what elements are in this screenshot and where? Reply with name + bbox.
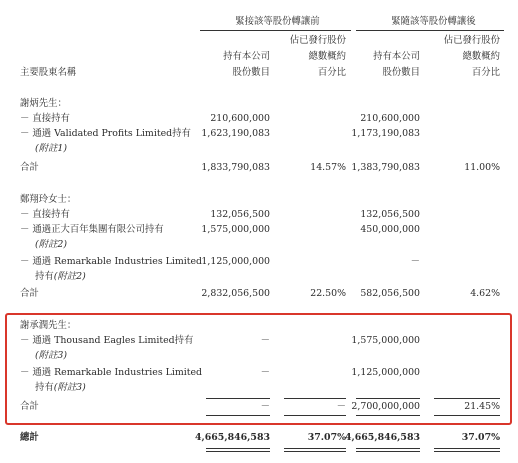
subtotal-before-pct: － (336, 401, 346, 412)
total-double-rule (284, 448, 346, 452)
row-note: (附註2) (53, 271, 86, 282)
row-note: (附註3) (53, 382, 86, 393)
subtotal-rule (356, 398, 420, 399)
group-rule-before (200, 30, 351, 31)
group-header-after: 緊隨該等股份轉讓後 (391, 16, 476, 27)
subtotal-rule (206, 415, 270, 416)
section-name: 鄭翔玲女士： (20, 194, 77, 205)
header-holder-name: 主要股東名稱 (20, 67, 77, 78)
after-shares: 1,173,190,083 (351, 128, 420, 139)
total-double-rule (434, 448, 500, 452)
row-label: － 直接持有 (20, 113, 70, 124)
subtotal-rule (434, 398, 500, 399)
before-shares: － (260, 335, 270, 346)
header-pct-after-l3: 百分比 (471, 67, 500, 78)
header-pct-before-l2: 總數概約 (308, 51, 346, 62)
subtotal-after-shares: 2,700,000,000 (351, 401, 420, 412)
subtotal-label: 合計 (20, 162, 39, 173)
subtotal-before-shares: － (260, 401, 270, 412)
header-pct-after-l2: 總數概約 (462, 51, 500, 62)
total-before-pct: 37.07% (307, 432, 346, 443)
subtotal-before-shares: 2,832,056,500 (201, 288, 270, 299)
header-pct-before-l3: 百分比 (317, 67, 346, 78)
row-note: (附註1) (35, 143, 68, 154)
total-before-shares: 4,665,846,583 (194, 432, 270, 443)
subtotal-after-shares: 1,383,790,083 (351, 162, 420, 173)
row-label: － 直接持有 (20, 209, 70, 220)
total-after-pct: 37.07% (461, 432, 500, 443)
subtotal-after-pct: 4.62% (470, 288, 500, 299)
subtotal-after-shares: 582,056,500 (360, 288, 420, 299)
row-note: (附註2) (35, 239, 68, 250)
total-double-rule (356, 448, 420, 452)
group-rule-after (356, 30, 504, 31)
subtotal-after-pct: 21.45% (464, 401, 500, 412)
group-header-before: 緊接該等股份轉讓前 (235, 16, 320, 27)
row-label: － 通過 Validated Profits Limited持有 (20, 128, 191, 139)
subtotal-before-shares: 1,833,790,083 (201, 162, 270, 173)
subtotal-rule (284, 398, 346, 399)
row-label: － 通過正大百年集團有限公司持有 (20, 224, 164, 235)
after-shares: 210,600,000 (360, 113, 420, 124)
row-label: － 通過 Thousand Eagles Limited持有 (20, 335, 194, 346)
after-shares: 132,056,500 (360, 209, 420, 220)
subtotal-rule (206, 398, 270, 399)
header-shares-after-l1: 持有本公司 (373, 51, 420, 62)
header-pct-before-l1: 佔已發行股份 (289, 35, 346, 46)
row-note: (附註3) (35, 350, 68, 361)
after-shares: － (410, 256, 420, 267)
before-shares: 210,600,000 (210, 113, 270, 124)
before-shares: － (260, 367, 270, 378)
subtotal-label: 合計 (20, 288, 39, 299)
total-label: 總計 (20, 432, 39, 443)
before-shares: 1,623,190,083 (201, 128, 270, 139)
header-shares-before-l1: 持有本公司 (223, 51, 270, 62)
before-shares: 132,056,500 (210, 209, 270, 220)
subtotal-rule (284, 415, 346, 416)
subtotal-before-pct: 22.50% (310, 288, 346, 299)
row-label: － 通過 Remarkable Industries Limited (20, 256, 203, 267)
subtotal-after-pct: 11.00% (464, 162, 500, 173)
section-name: 謝炳先生： (20, 98, 67, 109)
total-double-rule (206, 448, 270, 452)
after-shares: 1,575,000,000 (351, 335, 420, 346)
subtotal-before-pct: 14.57% (310, 162, 346, 173)
subtotal-label: 合計 (20, 401, 39, 412)
row-label-cont: 持有(附註3) (35, 382, 86, 393)
subtotal-rule (434, 415, 500, 416)
before-shares: 1,575,000,000 (201, 224, 270, 235)
after-shares: 450,000,000 (360, 224, 420, 235)
row-label-cont: 持有(附註2) (35, 271, 86, 282)
header-shares-before-l2: 股份數目 (232, 67, 270, 78)
section-name: 謝承潤先生： (20, 320, 77, 331)
total-after-shares: 4,665,846,583 (344, 432, 420, 443)
after-shares: 1,125,000,000 (351, 367, 420, 378)
subtotal-rule (356, 415, 420, 416)
header-pct-after-l1: 佔已發行股份 (443, 35, 500, 46)
before-shares: 1,125,000,000 (201, 256, 270, 267)
row-label: － 通過 Remarkable Industries Limited (20, 367, 203, 378)
header-shares-after-l2: 股份數目 (382, 67, 420, 78)
